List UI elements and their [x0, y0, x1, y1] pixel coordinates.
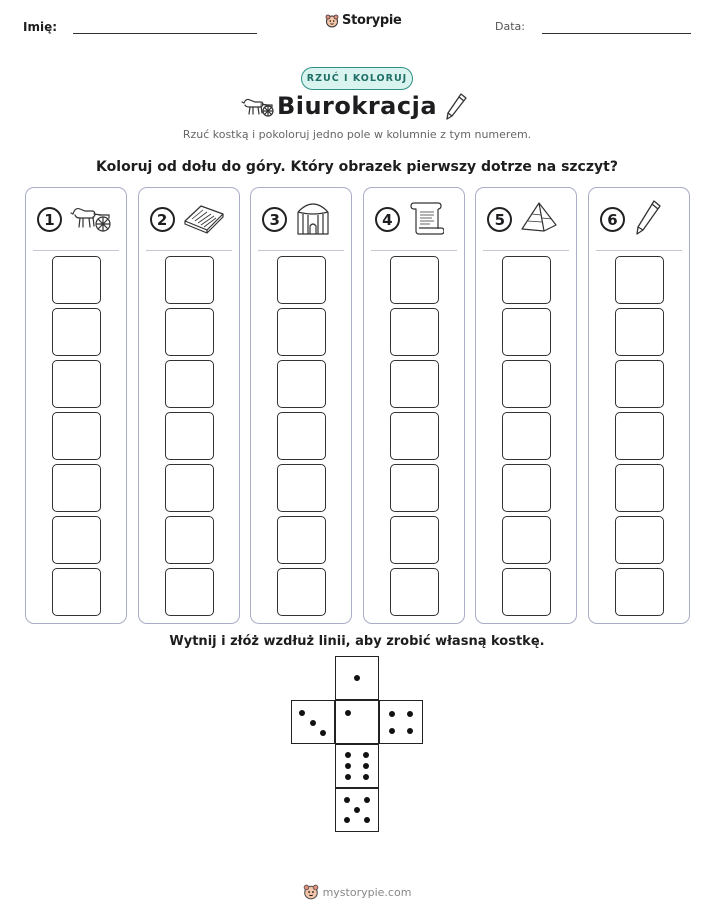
color-cell[interactable]: [52, 308, 101, 356]
column-header: [476, 188, 576, 248]
color-cell[interactable]: [615, 412, 664, 460]
pip: [320, 730, 326, 736]
pip: [389, 728, 395, 734]
column-divider: [258, 250, 344, 251]
color-cell[interactable]: [52, 412, 101, 460]
color-cell[interactable]: [390, 360, 439, 408]
pip: [354, 675, 360, 681]
color-cell[interactable]: [52, 516, 101, 564]
brand-logo: [325, 13, 402, 28]
color-cell[interactable]: [277, 256, 326, 304]
subtitle: Rzuć kostką i pokoloruj jedno pole w kolumnie z tym numerem.: [182, 128, 532, 141]
title-row: [0, 92, 714, 126]
column-header: [26, 188, 126, 248]
color-cell[interactable]: [390, 412, 439, 460]
horse-cart-icon: [70, 201, 112, 235]
pip: [407, 728, 413, 734]
dice-race-columns: [25, 187, 690, 624]
pip: [345, 774, 351, 780]
clay-tablet-icon: [183, 201, 225, 235]
pip: [407, 711, 413, 717]
color-cell[interactable]: [502, 360, 551, 408]
date-label: Data:: [495, 20, 525, 33]
column-number: 2: [150, 207, 175, 232]
color-cell[interactable]: [52, 464, 101, 512]
color-cell[interactable]: [502, 256, 551, 304]
cut-instruction: Wytnij i złóż wzdłuż linii, aby zrobić własną kostkę.: [169, 634, 545, 649]
color-cell[interactable]: [502, 464, 551, 512]
color-cell[interactable]: [390, 516, 439, 564]
pip: [344, 817, 350, 823]
column-3: [250, 187, 352, 624]
color-cell[interactable]: [502, 516, 551, 564]
dice-face-6: [335, 744, 379, 788]
dice-face-5: [335, 788, 379, 832]
color-cell[interactable]: [615, 256, 664, 304]
pip: [363, 752, 369, 758]
pip: [364, 817, 370, 823]
column-4: [363, 187, 465, 624]
storypie-mascot-icon: [325, 14, 339, 28]
column-header: [364, 188, 464, 248]
color-cell[interactable]: [52, 256, 101, 304]
color-cell[interactable]: [615, 464, 664, 512]
color-cell[interactable]: [277, 360, 326, 408]
color-cell[interactable]: [165, 308, 214, 356]
column-1: [25, 187, 127, 624]
pip: [354, 807, 360, 813]
pencil-icon: [444, 92, 468, 122]
color-cell[interactable]: [390, 464, 439, 512]
dice-net: [291, 656, 425, 836]
pyramid-icon: [520, 200, 558, 234]
name-label: Imię:: [23, 20, 58, 34]
color-cell[interactable]: [165, 412, 214, 460]
name-line[interactable]: [73, 33, 257, 34]
column-header: [589, 188, 689, 248]
column-divider: [371, 250, 457, 251]
color-cell[interactable]: [165, 568, 214, 616]
color-cell[interactable]: [277, 308, 326, 356]
color-cell[interactable]: [277, 412, 326, 460]
pencil-icon: [633, 198, 663, 238]
pip: [363, 763, 369, 769]
footer: [0, 884, 714, 900]
column-2: [138, 187, 240, 624]
color-cell[interactable]: [165, 360, 214, 408]
pip: [299, 710, 305, 716]
pip: [345, 710, 351, 716]
activity-badge: RZUĆ I KOLORUJ: [301, 67, 413, 90]
pip: [344, 797, 350, 803]
column-number: 3: [262, 207, 287, 232]
pip: [389, 711, 395, 717]
column-5: [475, 187, 577, 624]
column-header: [251, 188, 351, 248]
color-cell[interactable]: [277, 464, 326, 512]
color-cell[interactable]: [52, 360, 101, 408]
color-cell[interactable]: [615, 360, 664, 408]
column-number: 6: [600, 207, 625, 232]
color-cell[interactable]: [502, 568, 551, 616]
column-divider: [146, 250, 232, 251]
column-divider: [596, 250, 682, 251]
column-number: 5: [487, 207, 512, 232]
column-divider: [33, 250, 119, 251]
column-header: [139, 188, 239, 248]
pip: [364, 797, 370, 803]
color-cell[interactable]: [390, 568, 439, 616]
pip: [363, 774, 369, 780]
pip: [345, 752, 351, 758]
scroll-icon: [408, 198, 444, 238]
column-6: [588, 187, 690, 624]
color-cell[interactable]: [615, 568, 664, 616]
color-cell[interactable]: [165, 516, 214, 564]
color-cell[interactable]: [502, 308, 551, 356]
brand-name: Storypie: [342, 13, 402, 28]
date-line[interactable]: [542, 33, 691, 34]
worksheet-title: Biurokracja: [276, 92, 438, 120]
color-cell[interactable]: [165, 256, 214, 304]
color-cell[interactable]: [390, 308, 439, 356]
color-cell[interactable]: [615, 308, 664, 356]
dice-face-3: [291, 700, 335, 744]
pip: [310, 720, 316, 726]
footer-url[interactable]: mystorypie.com: [322, 885, 412, 899]
column-number: 1: [37, 207, 62, 232]
worksheet-header: [0, 0, 714, 50]
dice-face-4: [379, 700, 423, 744]
color-cell[interactable]: [277, 568, 326, 616]
column-number: 4: [375, 207, 400, 232]
pip: [345, 763, 351, 769]
granary-icon: [295, 198, 331, 238]
instruction: Koloruj od dołu do góry. Który obrazek pierwszy dotrze na szczyt?: [96, 159, 618, 175]
color-cell[interactable]: [277, 516, 326, 564]
column-divider: [483, 250, 569, 251]
color-cell[interactable]: [390, 256, 439, 304]
color-cell[interactable]: [502, 412, 551, 460]
color-cell[interactable]: [52, 568, 101, 616]
color-cell[interactable]: [615, 516, 664, 564]
dice-face-1: [335, 700, 379, 744]
dice-face-1: [335, 656, 379, 700]
storypie-mascot-icon: [303, 884, 319, 900]
color-cell[interactable]: [165, 464, 214, 512]
